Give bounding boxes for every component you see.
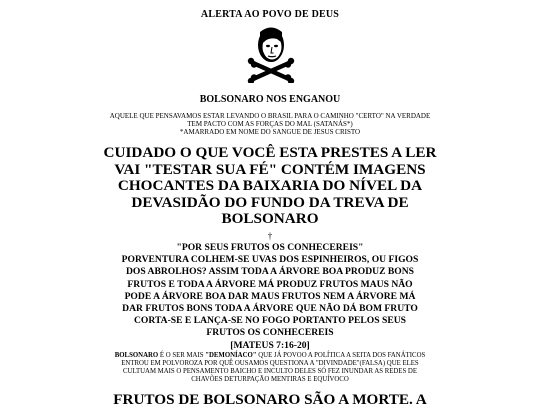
verse-line: PODE A ÁRVORE BOA DAR MAUS FRUTOS NEM A ÁRVORE MÁ <box>124 290 416 302</box>
paragraph-text: É O SER MAIS <box>158 352 206 359</box>
verse-line: CORTA-SE E LANÇA-SE NO FOGO PORTANTO PELOS SEUS <box>134 315 406 327</box>
body-paragraph <box>80 352 460 384</box>
verse-line: "POR SEUS FRUTOS OS CONHECEREIS" <box>176 242 364 253</box>
verse-line: DOS ABROLHOS? ASSIM TODA A ÁRVORE BOA PRODUZ BONS <box>125 266 415 278</box>
paragraph-text: QUE JÁ POVOO A POLÍTICA A SEITA DOS FANÁTICOS <box>256 352 426 359</box>
bottom-headline: FRUTOS DE BOLSONARO SÃO A MORTE. A <box>113 391 427 408</box>
cross-icon: † <box>267 231 273 241</box>
headline-line: VAI "TESTAR SUA FÉ" CONTÉM IMAGENS <box>114 160 426 178</box>
headline-line: CUIDADO O QUE VOCÊ ESTA PRESTES A LER <box>103 144 437 161</box>
skull-crossbones-portrait-icon <box>245 25 297 83</box>
subtitle: BOLSONARO NOS ENGANOU <box>199 94 341 105</box>
verse-line: FRUTOS E TODA A ÁRVORE MÁ PRODUZ FRUTOS MAUS NÃO <box>127 278 413 290</box>
portrait-svg <box>245 25 297 83</box>
headline-line: CHOCANTES DA BAIXARIA DO NÍVEL DA <box>117 177 423 194</box>
paragraph-line: CHAVÕES DETURPAÇÃO MENTIRAS E EQUÍVOCO <box>191 376 349 383</box>
verse-reference: [MATEUS 7:16-20] <box>230 339 310 351</box>
bible-verse <box>90 242 450 352</box>
paragraph-line <box>80 352 460 360</box>
warning-headline <box>85 145 455 228</box>
paragraph-line: CULTUAM MAIS O PENSAMENTO BAICHO E INCULTO DELES SÓ FEZ INUNDAR AS REDES DE <box>123 368 417 375</box>
verse-line: DAR FRUTOS BONS TODA A ÁRVORE QUE NÃO DÁ BOM FRUTO <box>122 303 418 315</box>
verse-line: FRUTOS OS CONHECEREIS <box>206 327 334 339</box>
verse-line: PORVENTURA COLHEM-SE UVAS DOS ESPINHEIROS, OU FIGOS <box>121 254 419 266</box>
paragraph-bold-term: "DEMONÍACO" <box>205 352 257 359</box>
alert-title: ALERTA AO POVO DE DEUS <box>200 9 340 20</box>
paragraph-bold-name: BOLSONARO <box>114 352 159 359</box>
warning-note <box>105 112 435 137</box>
note-line: TEM PACTO COM AS FORÇAS DO MAL (SATANÁS*) <box>187 120 353 129</box>
note-line: AQUELE QUE PENSAVAMOS ESTAR LEVANDO O BRASIL PARA O CAMINHO "CERTO" NA VERDADE <box>109 112 431 120</box>
note-line: *AMARRADO EM NOME DO SANGUE DE JESUS CRISTO <box>179 128 361 137</box>
headline-line: DEVASIDÃO DO FUNDO DA TREVA DE <box>131 193 409 211</box>
paragraph-line: ENTROU EM POLVOROZA POR QUÊ OUSAMOS QUESTIONA A "DIVINDADE"(FALSA) QUE ELES <box>121 360 419 367</box>
headline-line: BOLSONARO <box>221 210 319 227</box>
